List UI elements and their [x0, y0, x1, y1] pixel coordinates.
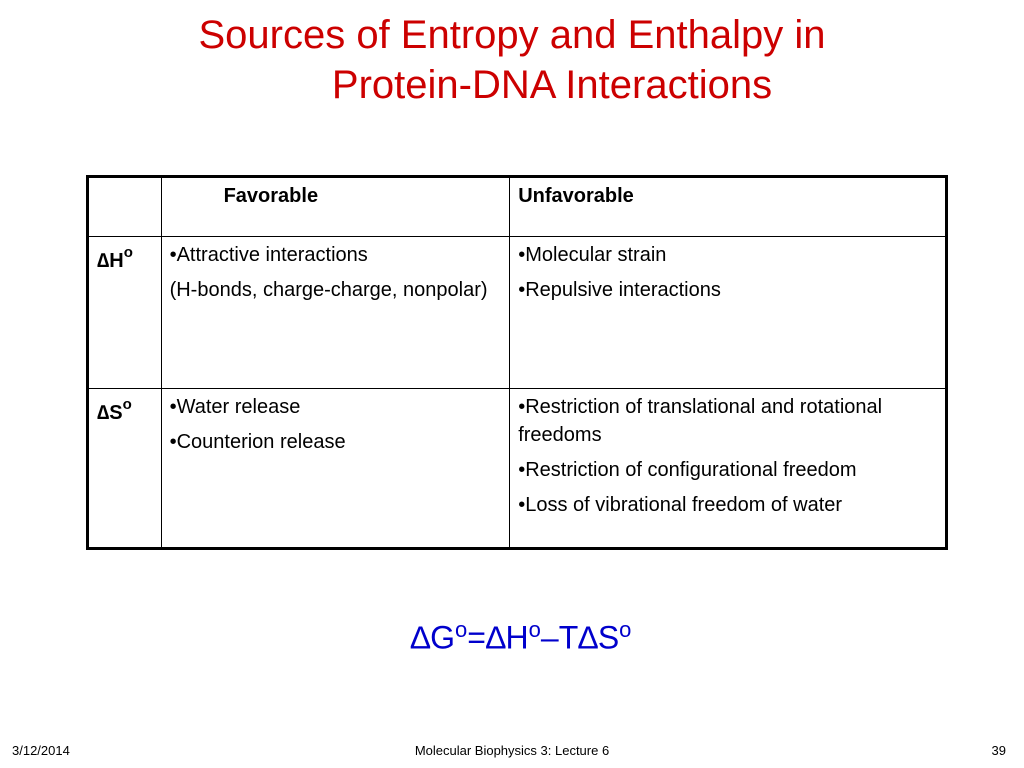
list-item: •Restriction of translational and rotational freedoms: [518, 396, 883, 446]
table-row: [88, 237, 947, 389]
title-line-1: Sources of Entropy and Enthalpy in: [198, 13, 826, 57]
list-item: •Restriction of configurational freedom: [518, 459, 857, 481]
list-item: •Attractive interactions: [169, 244, 368, 266]
delta-h-symbol: $\Delta H^o$: [97, 244, 133, 272]
footer-date: 3/12/2014: [12, 743, 70, 758]
header-favorable: Favorable: [161, 177, 510, 237]
row-symbol-cell: [88, 389, 162, 549]
row-symbol-cell: [88, 237, 162, 389]
list-item: •Molecular strain: [518, 244, 667, 266]
header-unfavorable: Unfavorable: [510, 177, 947, 237]
delta-s-symbol: $\Delta S^o$: [97, 396, 132, 424]
gibbs-equation: $\Delta G^o=\Delta H^o-T\Delta S^o$: [410, 617, 632, 656]
footer-page-number: 39: [991, 743, 1006, 758]
list-item: •Repulsive interactions: [518, 279, 721, 301]
slide-title: [0, 10, 1024, 110]
favorable-cell: [161, 237, 510, 389]
title-line-2: Protein-DNA Interactions: [331, 63, 773, 107]
unfavorable-cell: [510, 389, 947, 549]
table-header-row: [88, 177, 947, 237]
list-item: •Loss of vibrational freedom of water: [518, 494, 843, 516]
favorable-cell: [161, 389, 510, 549]
list-item: •Water release: [169, 396, 301, 418]
table-row: [88, 389, 947, 549]
unfavorable-cell: [510, 237, 947, 389]
list-item: (H-bonds, charge-charge, nonpolar): [169, 279, 488, 301]
footer-lecture-title: Molecular Biophysics 3: Lecture 6: [414, 743, 610, 758]
header-empty-cell: [88, 177, 162, 237]
entropy-enthalpy-table: [86, 175, 948, 550]
list-item: •Counterion release: [169, 431, 346, 453]
